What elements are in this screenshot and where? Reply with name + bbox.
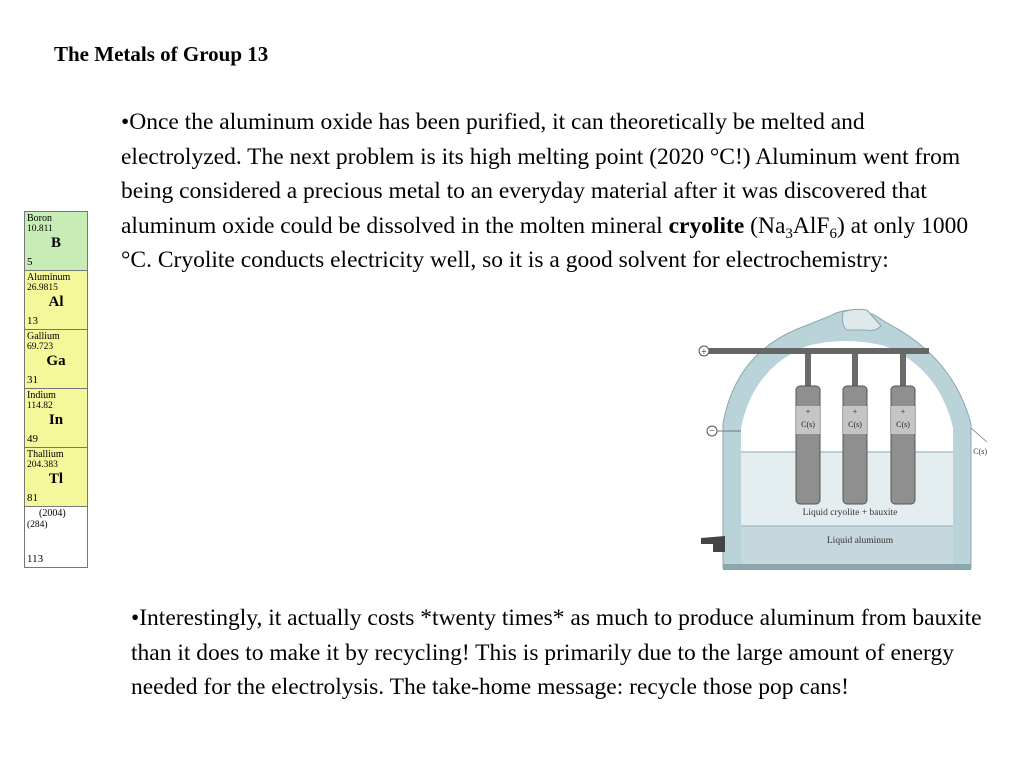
formula-open: (Na [744,212,786,239]
element-number: 113 [27,553,44,565]
anode-plus-1: + [805,407,811,416]
element-cell-thallium [25,448,87,507]
slide-title: The Metals of Group 13 [54,42,269,66]
anode-plus-3: + [900,407,906,416]
anode-rod-3 [900,354,906,386]
element-name: Indium [27,390,56,401]
paragraph-recycling: •Interestingly, it actually costs *twenty times* as much to produce aluminum from bauxite than it does to make it by recycling! This is primarily due to the large amount of energy needed for the electrolysis. The take-home message: recycle those pop cans! [131,605,982,700]
element-mass: 69.723 [27,342,54,352]
anode-label-3: C(s) [896,420,910,429]
element-symbol: B [50,235,61,251]
para1-end: ) at only 1000 °C. Cryolite conducts electricity well, so it is a good solvent for electrochemistry: [121,212,969,273]
element-symbol: Al [48,294,64,310]
para1-text: •Once the aluminum oxide has been purified, it can theoretically be melted and electrolyzed. The next problem is its high melting point (2020 °C!) Aluminum went from being considered a precious metal to an everyday material after it was discovered that aluminum oxide could be dissolved in the molten mineral [121,109,961,239]
cathode-lining-label: C(s) [973,447,987,456]
element-name: Aluminum [27,272,71,283]
element-symbol: Ga [46,353,66,369]
element-cell-aluminum [25,271,87,330]
element-mass: (284) [27,520,48,530]
carbon-anode-1 [796,386,820,504]
cryolite-term: cryolite [668,212,745,239]
element-name: Boron [27,213,52,224]
paragraph-cryolite [121,105,991,278]
formula-sub-3: 3 [785,225,793,242]
aluminum-tap-spout [701,536,725,552]
liquid-cryolite-label: Liquid cryolite + bauxite [802,508,898,518]
element-cell-indium [25,389,87,448]
element-cell-113 [25,507,87,567]
element-number: 13 [27,315,38,327]
discovery-year: (2004) [39,508,66,519]
anode-plus-2: + [852,407,858,416]
element-name: Gallium [27,331,60,342]
element-number: 81 [27,492,38,504]
anode-busbar [709,348,929,354]
element-mass: 26.9815 [27,283,58,293]
element-symbol: Tl [48,471,64,487]
element-number: 31 [27,374,38,386]
positive-terminal-sign: + [701,347,707,358]
electrolysis-cell-diagram [695,306,985,574]
negative-terminal-sign: − [709,426,715,437]
carbon-anode-3 [891,386,915,504]
element-mass: 10.811 [27,224,53,234]
periodic-group-13-strip [24,211,88,568]
anode-label-1: C(s) [801,420,815,429]
cathode-label-leader [971,428,987,442]
formula-sub-6: 6 [829,225,837,242]
anode-label-2: C(s) [848,420,862,429]
anode-rod-1 [805,354,811,386]
element-name: Thallium [27,449,64,460]
element-symbol: In [48,412,64,428]
cathode-floor [723,564,971,570]
liquid-aluminum-label: Liquid aluminum [826,536,894,546]
element-number: 5 [27,256,33,268]
carbon-anode-2 [843,386,867,504]
element-number: 49 [27,433,38,445]
formula-mid: AlF [792,212,830,239]
element-cell-gallium [25,330,87,389]
element-cell-boron [25,212,87,271]
ore-feed-opening [843,309,882,330]
element-mass: 114.82 [27,401,53,411]
anode-rod-2 [852,354,858,386]
element-mass: 204.383 [27,460,58,470]
